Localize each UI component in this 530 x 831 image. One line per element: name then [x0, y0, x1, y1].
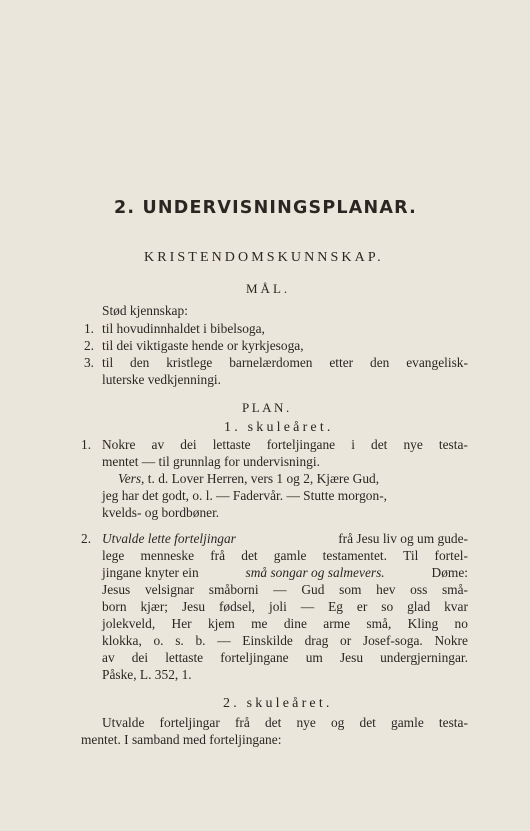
plan-paragraph-2-line: jolekveld, Her kjem me dine arme små, Kling no — [102, 616, 468, 631]
mal-item-text: til dei viktigaste hende or kyrkjesoga, — [102, 338, 304, 353]
line-text: jingane knyter ein — [102, 565, 199, 580]
plan-heading: PLAN. — [242, 400, 292, 415]
plan-paragraph-1-line: Nokre av dei lettaste forteljingane i det nye testa- — [102, 437, 468, 452]
line-text: frå Jesu liv og um gude- — [338, 531, 468, 546]
plan-paragraph-2-number: 2. — [81, 531, 92, 546]
plan-paragraph-2-line: born kjær; Jesu fødsel, joli — Eg er so glad kvar — [102, 599, 468, 614]
plan-paragraph-3-line: Utvalde forteljingar frå det nye og det gamle testa- — [102, 715, 468, 730]
mal-heading: MÅL. — [246, 281, 291, 296]
plan-paragraph-2-line: Jesus velsignar småborni — Gud som hev oss små- — [102, 582, 468, 597]
mal-item-3-continued: luterske vedkjenningi. — [102, 372, 221, 387]
italic-phrase: Utvalde lette forteljingar — [102, 531, 236, 546]
italic-phrase: små songar og salmevers. — [245, 565, 385, 580]
verse-text: t. d. Lover Herren, vers 1 og 2, Kjære Gud, — [147, 471, 380, 486]
mal-item-number: 1. — [83, 321, 94, 336]
plan-paragraph-2-line: klokka, o. s. b. — Einskilde drag or Josef-soga. Nokre — [102, 633, 468, 648]
year-1-heading: 1. skuleåret. — [224, 420, 334, 435]
plan-paragraph-1-line: kvelds- og bordbøner. — [102, 505, 220, 520]
plan-paragraph-1-number: 1. — [81, 437, 92, 452]
mal-item-number: 2. — [83, 338, 94, 353]
section-title: 2. UNDERVISNINGSPLANAR. — [114, 198, 417, 218]
mal-item-number: 3. — [83, 355, 94, 370]
line-text: Døme: — [431, 565, 468, 580]
plan-paragraph-2-line — [102, 530, 468, 548]
plan-paragraph-1-line: jeg har det godt, o. l. — Fadervår. — Stutte morgon-, — [102, 488, 388, 503]
plan-paragraph-2-line: av dei lettaste forteljingane um Jesu undergjerningar. — [102, 650, 468, 665]
plan-paragraph-2-line: lege menneske frå det gamle testamentet. Til fortel- — [102, 548, 468, 563]
plan-paragraph-1-line: mentet — til grunnlag for undervisningi. — [102, 454, 320, 469]
mal-item-text: til hovudinnhaldet i bibelsoga, — [102, 321, 265, 336]
plan-paragraph-2-line — [102, 564, 468, 582]
plan-paragraph-3-line: mentet. I samband med forteljingane: — [81, 732, 282, 747]
verse-label: Vers, — [118, 471, 145, 486]
year-2-heading: 2. skuleåret. — [223, 696, 333, 711]
mal-intro: Stød kjennskap: — [102, 303, 188, 318]
plan-paragraph-1-verse-line — [118, 470, 379, 488]
plan-paragraph-2-line: Påske, L. 352, 1. — [102, 667, 192, 682]
mal-item-text: til den kristlege barnelærdomen etter den evangelisk- — [102, 355, 468, 370]
subject-heading: KRISTENDOMSKUNNSKAP. — [144, 250, 384, 265]
